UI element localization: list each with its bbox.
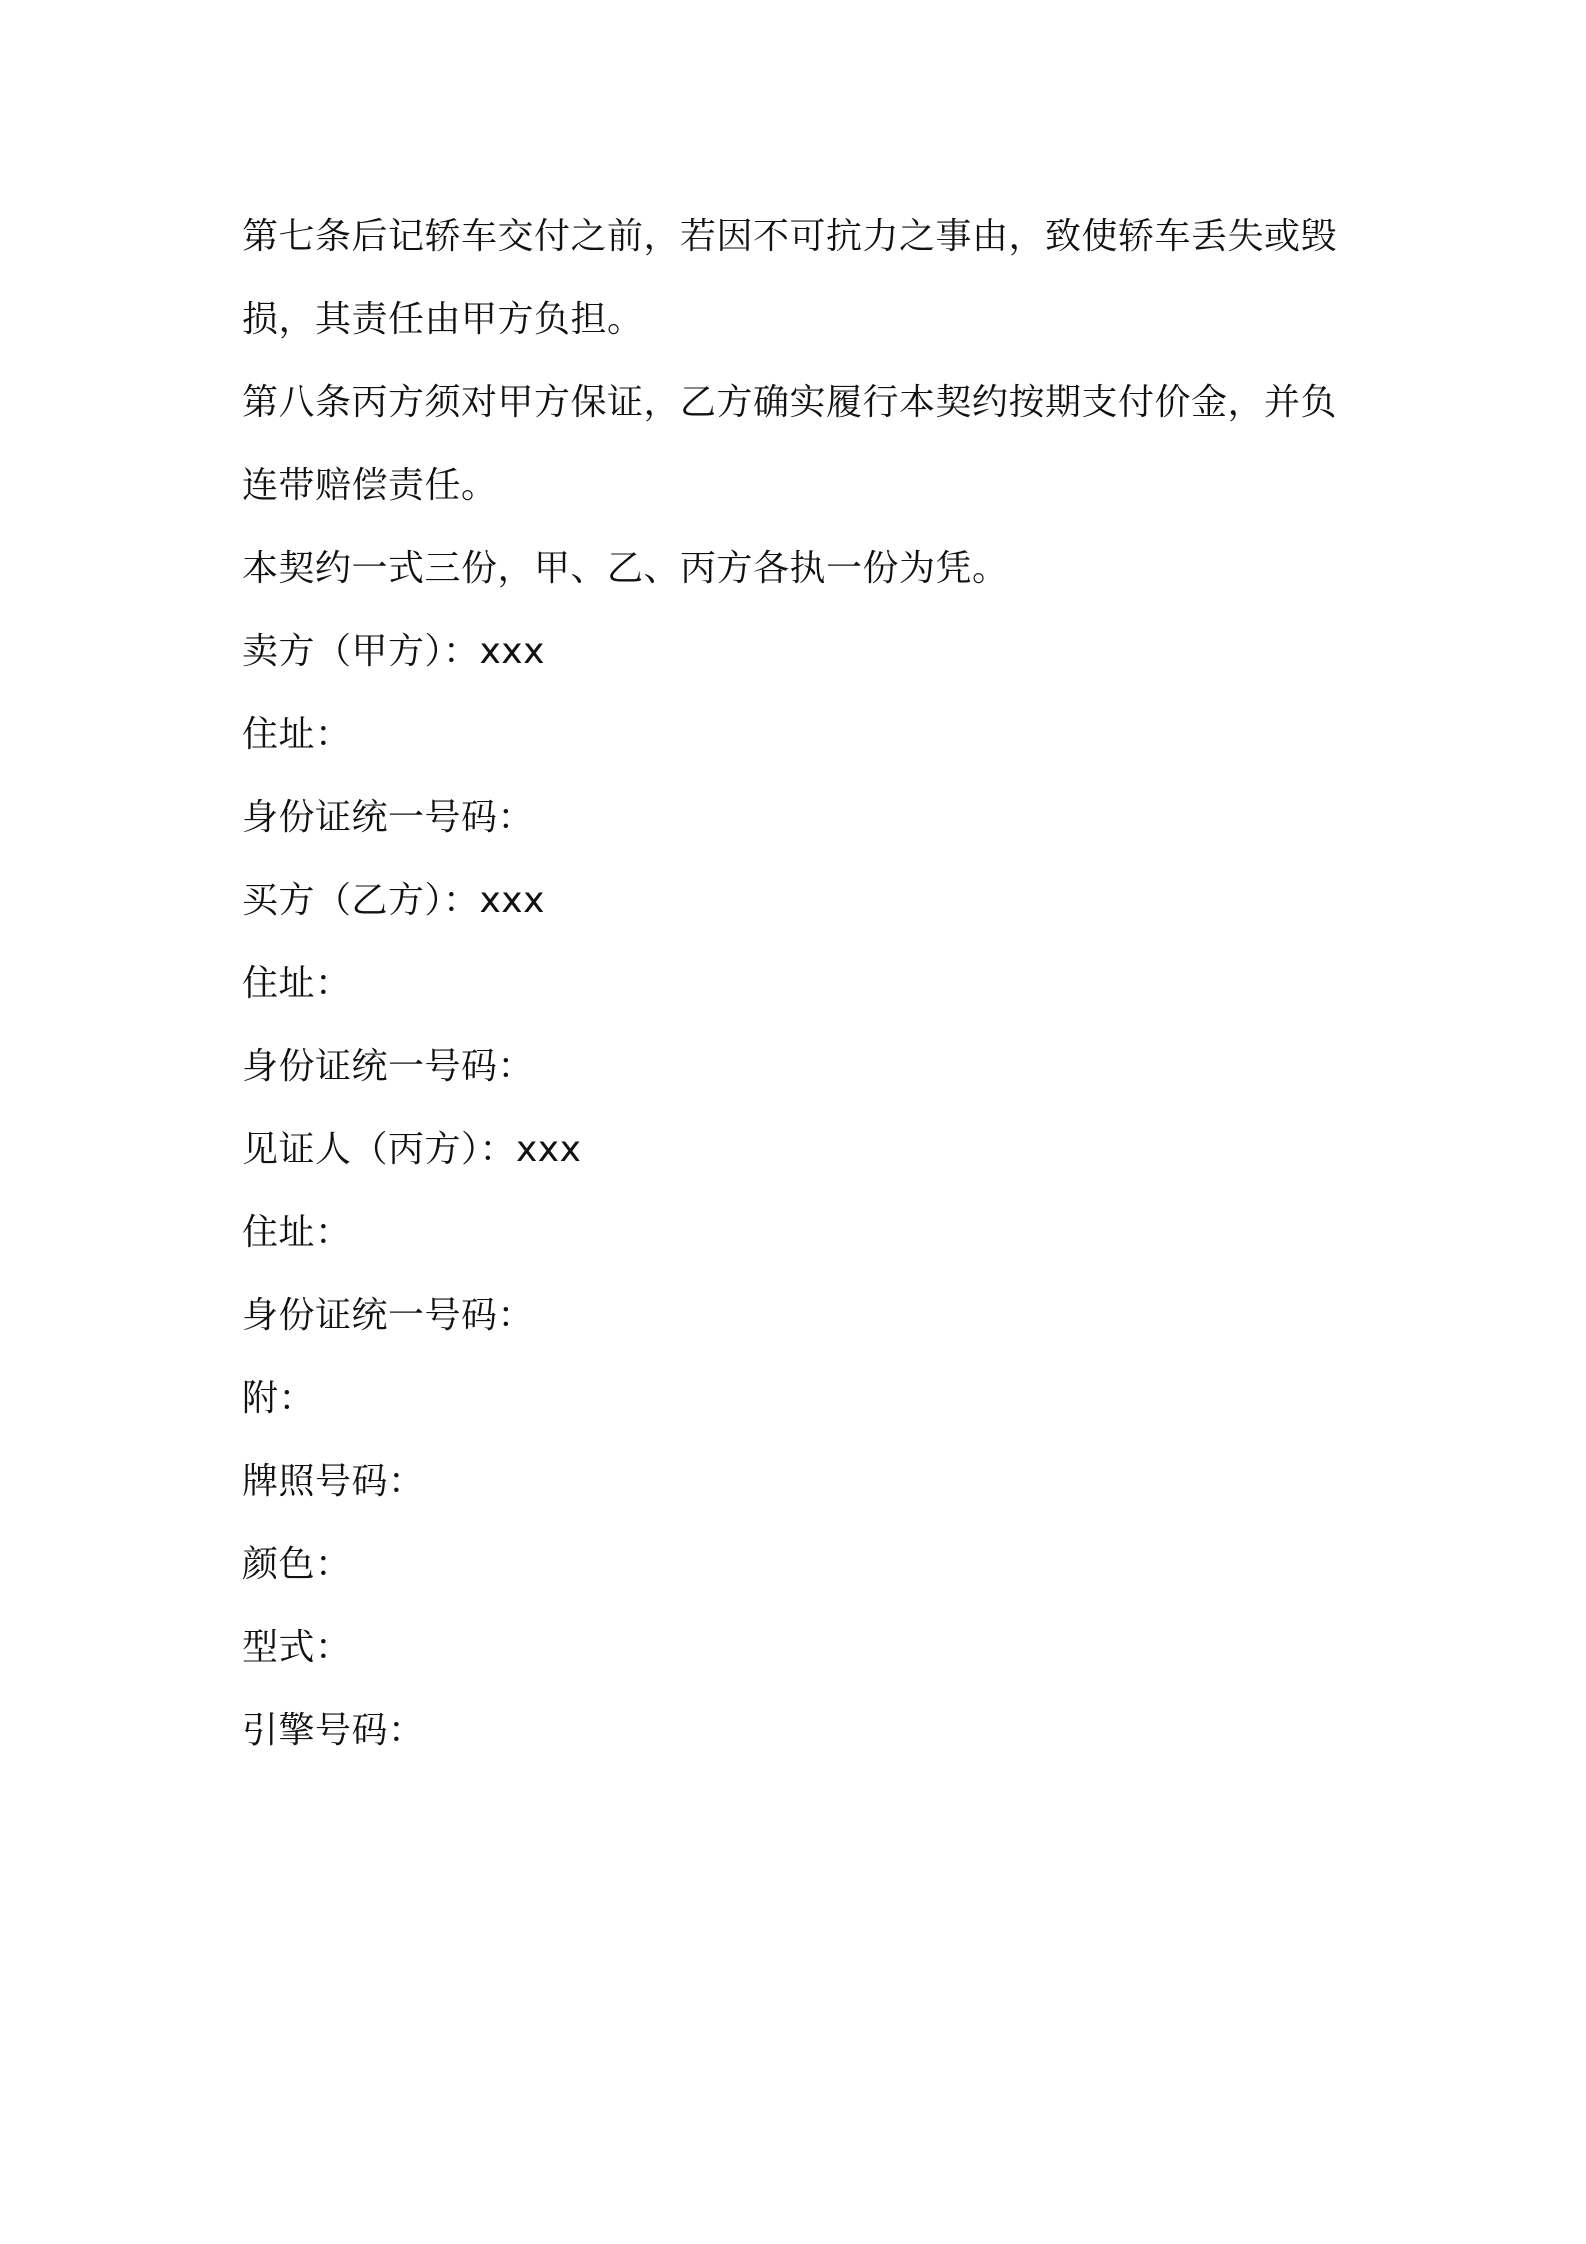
copies-statement: 本契约一式三份，甲、乙、丙方各执一份为凭。 — [242, 548, 1009, 589]
appendix-label: 附： — [242, 1378, 316, 1419]
witness-address: 住址： — [242, 1212, 352, 1253]
buyer-id-number: 身份证统一号码： — [242, 1046, 535, 1087]
document-body — [242, 195, 1372, 1772]
vehicle-color: 颜色： — [242, 1544, 352, 1585]
witness-id-number: 身份证统一号码： — [242, 1295, 535, 1336]
seller-id-number: 身份证统一号码： — [242, 797, 535, 838]
buyer-address: 住址： — [242, 963, 352, 1004]
clause-7: 第七条后记轿车交付之前，若因不可抗力之事由，致使轿车丢失或毁损，其责任由甲方负担。 — [242, 216, 1338, 340]
buyer-name: 买方（乙方）：xxx — [242, 880, 545, 921]
seller-name: 卖方（甲方）：xxx — [242, 631, 545, 672]
seller-address: 住址： — [242, 714, 352, 755]
clause-8: 第八条丙方须对甲方保证，乙方确实履行本契约按期支付价金，并负连带赔偿责任。 — [242, 382, 1338, 506]
engine-number: 引擎号码： — [242, 1710, 425, 1751]
witness-name: 见证人（丙方）：xxx — [242, 1129, 582, 1170]
vehicle-model: 型式： — [242, 1627, 352, 1668]
license-plate-number: 牌照号码： — [242, 1461, 425, 1502]
